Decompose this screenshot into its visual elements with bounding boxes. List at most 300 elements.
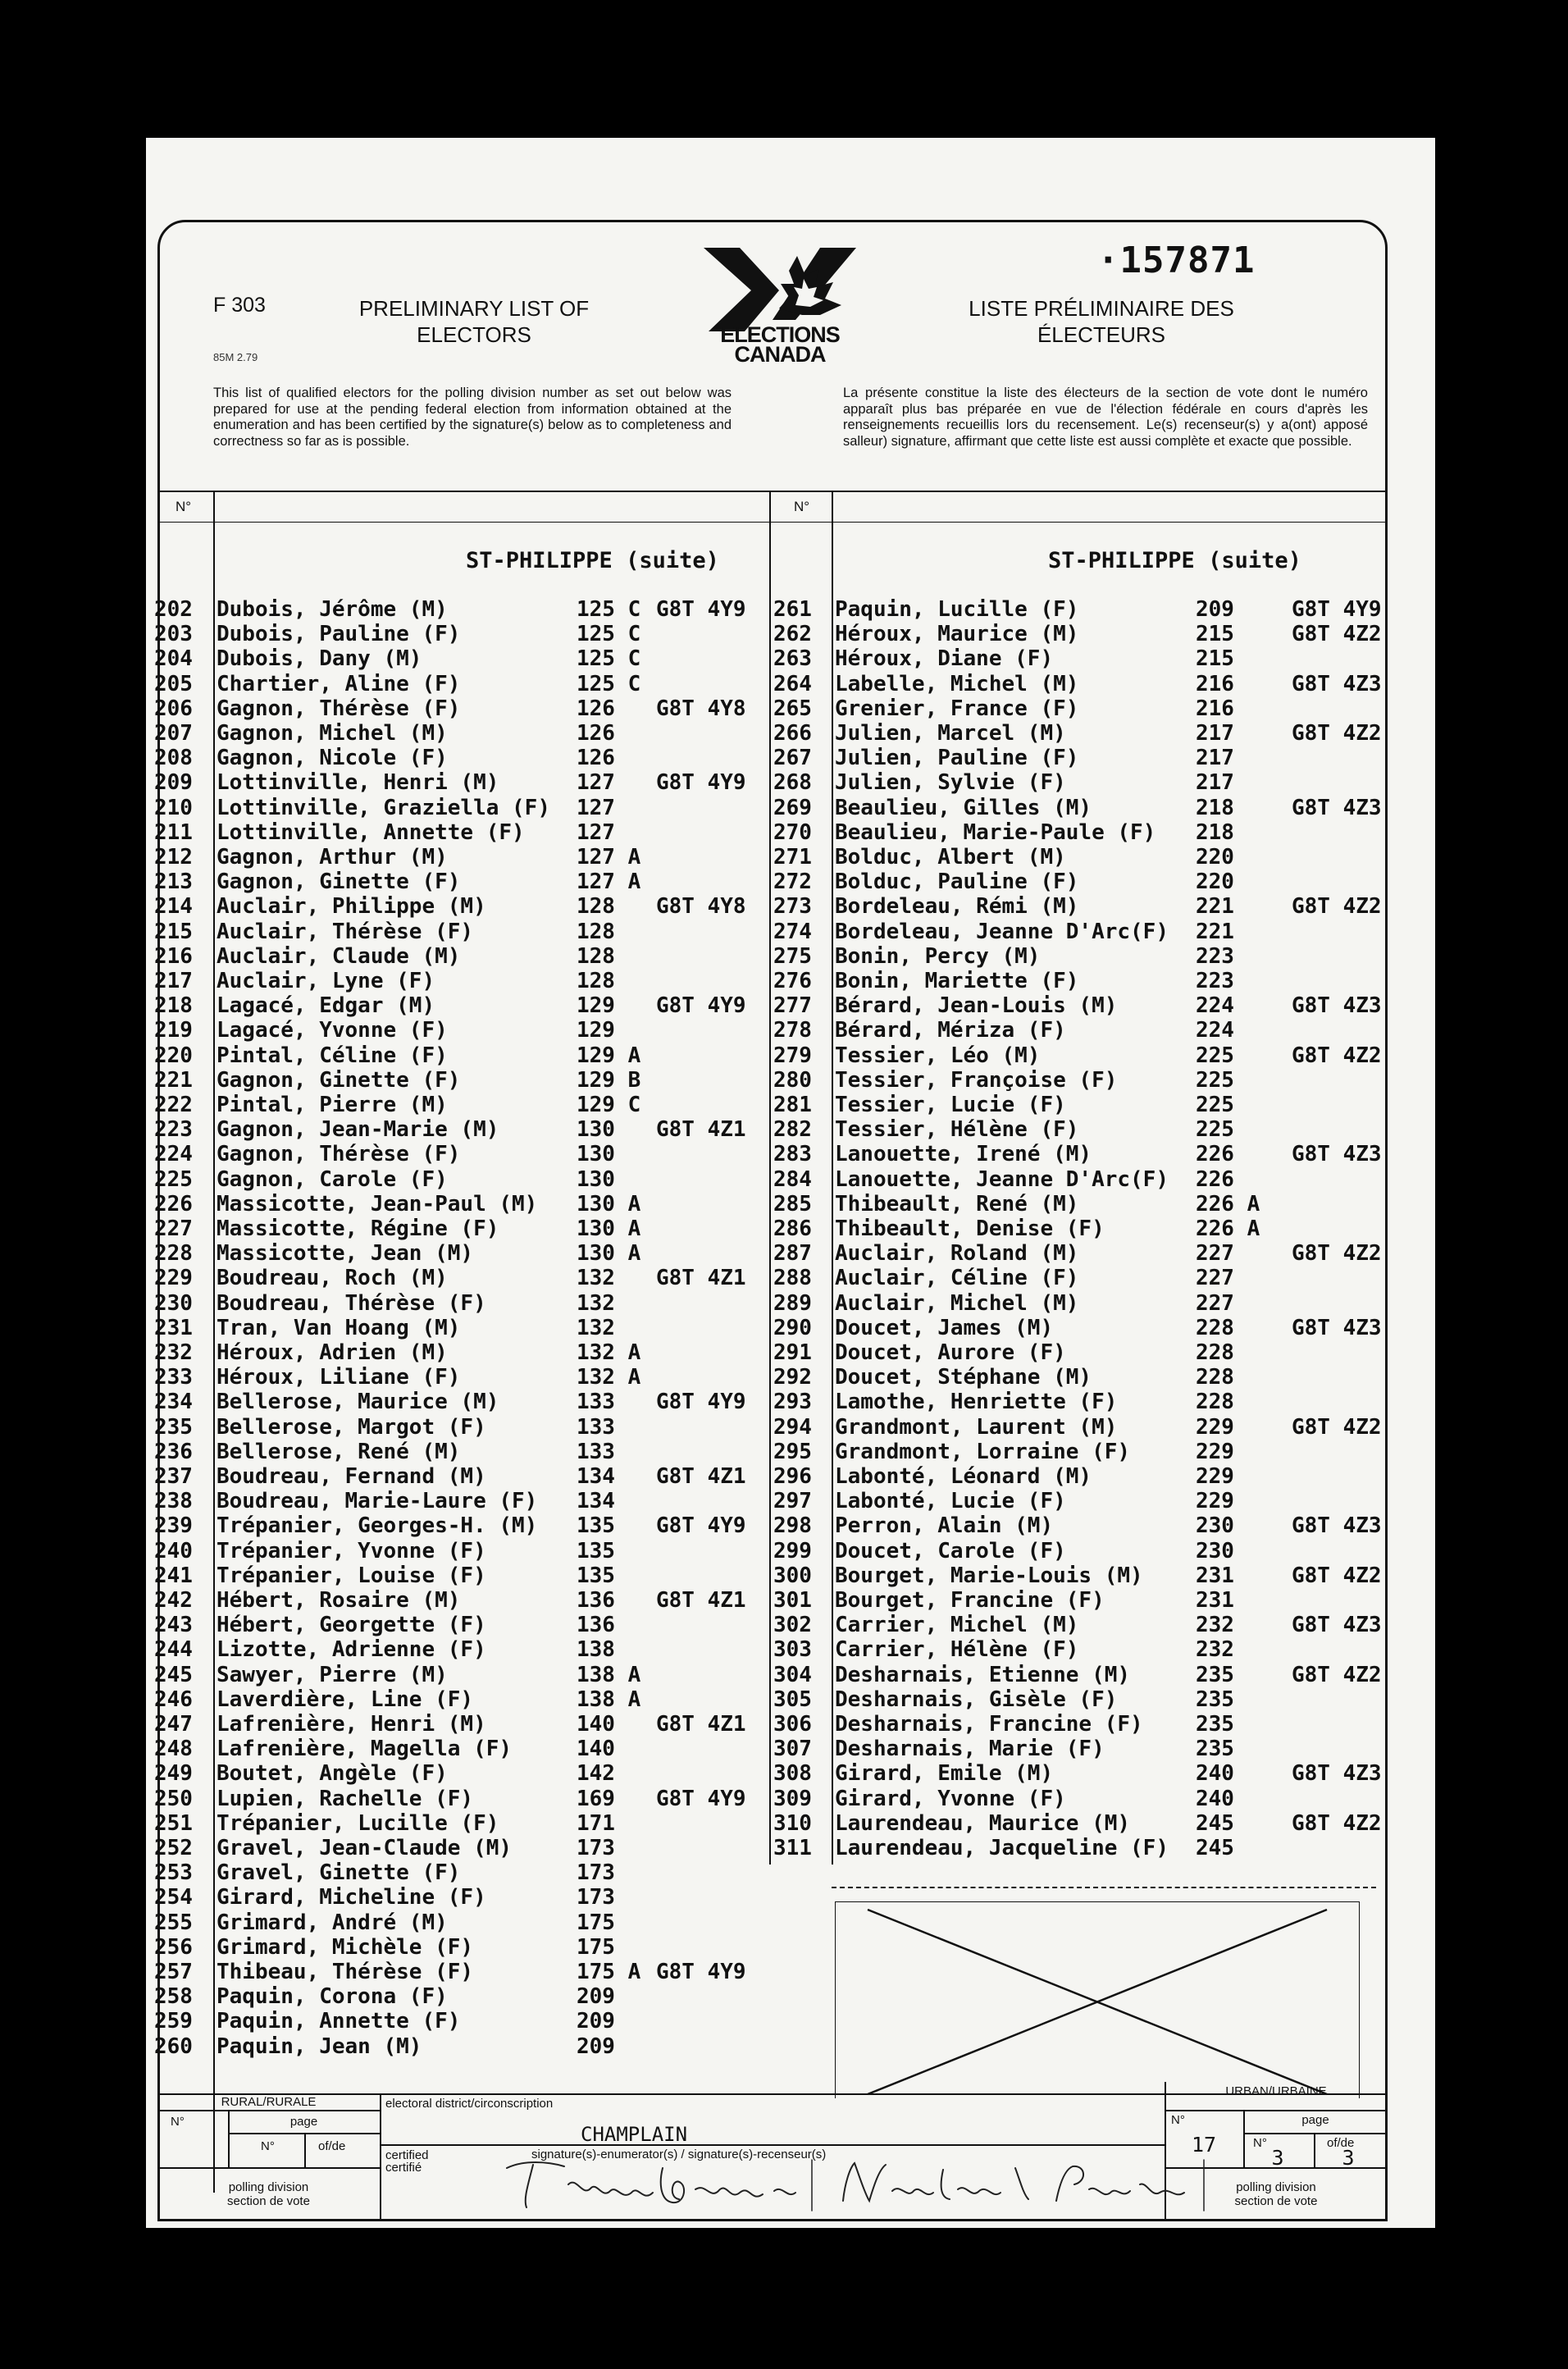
elector-number: 292 (773, 1365, 812, 1390)
elector-number: 307 (773, 1737, 812, 1761)
elector-address: 226 A (1196, 1192, 1260, 1216)
elector-number: 261 (773, 597, 812, 622)
elector-number: 268 (773, 770, 812, 795)
intro-french: La présente constitue la liste des électeurs de la section de vote dont le numéro apparaît plus bas préparée en vue de l'élection fédérale en cours d'après les renseignements recueillis lors du recensement. Le(s) recenseur(s) y a(ont) apposé salleur) signature, affirmant que cette liste est aussi complète et exacte que possible. (843, 386, 1368, 449)
elector-name: Bolduc, Albert (M) (835, 845, 1066, 870)
elector-address: 217 (1196, 721, 1234, 746)
elector-name: Auclair, Thérèse (F) (217, 920, 474, 944)
elector-number: 240 (154, 1539, 193, 1563)
elector-name: Thibeault, René (M) (835, 1192, 1079, 1216)
elector-number: 293 (773, 1390, 812, 1414)
elector-postal-code: G8T 4Z2 (1292, 894, 1382, 919)
elector-number: 290 (773, 1316, 812, 1340)
rural-page-label: page (289, 2115, 318, 2129)
elector-address: 136 (577, 1613, 615, 1637)
elector-postal-code: G8T 4Z2 (1292, 1241, 1382, 1266)
elector-address: 231 (1196, 1588, 1234, 1613)
elector-address: 128 (577, 969, 615, 993)
elector-postal-code: G8T 4Z3 (1292, 993, 1382, 1018)
elector-number: 278 (773, 1018, 812, 1043)
elector-number: 260 (154, 2034, 193, 2059)
elector-number: 273 (773, 894, 812, 919)
elector-name: Massicotte, Jean (M) (217, 1241, 474, 1266)
elector-address: 218 (1196, 820, 1234, 845)
elector-number: 235 (154, 1415, 193, 1440)
elector-number: 269 (773, 796, 812, 820)
elector-name: Paquin, Lucille (F) (835, 597, 1079, 622)
elector-name: Boudreau, Fernand (M) (217, 1464, 486, 1489)
elector-name: Bolduc, Pauline (F) (835, 870, 1079, 894)
elector-address: 129 A (577, 1043, 641, 1068)
urban-page-no-label: N° (1253, 2136, 1267, 2150)
elector-address: 133 (577, 1415, 615, 1440)
elector-number: 238 (154, 1489, 193, 1513)
elector-address: 134 (577, 1464, 615, 1489)
enumerator-signatures (490, 2152, 1269, 2213)
elector-postal-code: G8T 4Z2 (1292, 1663, 1382, 1687)
elector-address: 129 (577, 1018, 615, 1043)
elector-number: 225 (154, 1167, 193, 1192)
elector-name: Julien, Marcel (M) (835, 721, 1066, 746)
elector-name: Auclair, Céline (F) (835, 1266, 1079, 1290)
elector-number: 276 (773, 969, 812, 993)
elector-name: Dubois, Pauline (F) (217, 622, 461, 646)
elector-name: Trépanier, Georges-H. (M) (217, 1513, 538, 1538)
elector-number: 263 (773, 646, 812, 671)
elector-postal-code: G8T 4Z2 (1292, 1415, 1382, 1440)
elector-name: Lanouette, Irené (M) (835, 1142, 1092, 1166)
elector-name: Dubois, Dany (M) (217, 646, 422, 671)
elector-address: 173 (577, 1885, 615, 1910)
elector-name: Auclair, Claude (M) (217, 944, 461, 969)
elector-address: 217 (1196, 746, 1234, 770)
rural-no-label: N° (171, 2115, 185, 2129)
elector-address: 228 (1196, 1316, 1234, 1340)
elector-name: Héroux, Maurice (M) (835, 622, 1079, 646)
left-number-column-rule (213, 491, 215, 2193)
elector-address: 220 (1196, 870, 1234, 894)
elector-address: 128 (577, 894, 615, 919)
elector-address: 135 (577, 1563, 615, 1588)
elector-address: 134 (577, 1489, 615, 1513)
elector-number: 277 (773, 993, 812, 1018)
elector-postal-code: G8T 4Z2 (1292, 1043, 1382, 1068)
elector-name: Héroux, Adrien (M) (217, 1340, 448, 1365)
elector-address: 226 (1196, 1142, 1234, 1166)
elector-number: 214 (154, 894, 193, 919)
elector-name: Bellerose, Maurice (M) (217, 1390, 499, 1414)
elector-number: 245 (154, 1663, 193, 1687)
elector-number: 232 (154, 1340, 193, 1365)
table-top-rule (157, 491, 1388, 492)
left-number-header: N° (175, 499, 192, 514)
elector-address: 175 (577, 1910, 615, 1935)
elector-number: 304 (773, 1663, 812, 1687)
elector-postal-code: G8T 4Y9 (656, 1390, 746, 1414)
elector-address: 138 A (577, 1663, 641, 1687)
elector-name: Gagnon, Jean-Marie (M) (217, 1117, 499, 1142)
elector-address: 129 (577, 993, 615, 1018)
elector-number: 221 (154, 1068, 193, 1093)
elector-address: 127 A (577, 870, 641, 894)
urban-page-total: 3 (1342, 2146, 1355, 2170)
elector-address: 229 (1196, 1464, 1234, 1489)
elector-postal-code: G8T 4Y9 (656, 1513, 746, 1538)
elector-address: 132 A (577, 1340, 641, 1365)
elector-name: Bellerose, René (M) (217, 1440, 461, 1464)
elector-number: 246 (154, 1687, 193, 1712)
elector-name: Auclair, Philippe (M) (217, 894, 486, 919)
footer-rural-rule (380, 2093, 381, 2221)
elector-name: Massicotte, Régine (F) (217, 1216, 499, 1241)
elector-address: 136 (577, 1588, 615, 1613)
end-of-list-rule (832, 1887, 1376, 1888)
elector-number: 283 (773, 1142, 812, 1166)
rural-polling-line2: section de vote (227, 2194, 310, 2208)
elector-number: 218 (154, 993, 193, 1018)
elector-address: 220 (1196, 845, 1234, 870)
elector-postal-code: G8T 4Z3 (1292, 1513, 1382, 1538)
elector-name: Tran, Van Hoang (M) (217, 1316, 461, 1340)
elector-address: 130 A (577, 1216, 641, 1241)
elector-postal-code: G8T 4Z3 (1292, 1316, 1382, 1340)
elector-address: 142 (577, 1761, 615, 1786)
elector-name: Perron, Alain (M) (835, 1513, 1054, 1538)
urban-polling-line2: section de vote (1234, 2194, 1318, 2208)
elector-name: Trépanier, Yvonne (F) (217, 1539, 486, 1563)
elector-number: 281 (773, 1093, 812, 1117)
elector-number: 291 (773, 1340, 812, 1365)
urban-polling-division-label (1165, 2180, 1388, 2208)
elector-name: Tessier, Françoise (F) (835, 1068, 1118, 1093)
elector-number: 222 (154, 1093, 193, 1117)
elector-name: Laurendeau, Jacqueline (F) (835, 1836, 1169, 1860)
elector-name: Julien, Sylvie (F) (835, 770, 1066, 795)
elector-postal-code: G8T 4Y9 (656, 770, 746, 795)
elector-number: 280 (773, 1068, 812, 1093)
elector-name: Hébert, Georgette (F) (217, 1613, 486, 1637)
title-french-line1: LISTE PRÉLIMINAIRE DES (969, 296, 1234, 321)
intro-english: This list of qualified electors for the polling division number as set out below was prepared for use at the pending federal election from information obtained at the enumeration and has been certified by the signature(s) below as to completeness and correctness so far as is possible. (213, 386, 732, 449)
elector-postal-code: G8T 4Z1 (656, 1464, 746, 1489)
elector-name: Lupien, Rachelle (F) (217, 1787, 474, 1811)
elector-name: Massicotte, Jean-Paul (M) (217, 1192, 538, 1216)
elector-postal-code: G8T 4Z1 (656, 1712, 746, 1737)
elector-number: 223 (154, 1117, 193, 1142)
elector-address: 229 (1196, 1489, 1234, 1513)
elector-address: 216 (1196, 696, 1234, 721)
elector-name: Gagnon, Thérèse (F) (217, 1142, 461, 1166)
elector-name: Gagnon, Carole (F) (217, 1167, 448, 1192)
elector-name: Paquin, Annette (F) (217, 2009, 461, 2034)
elector-name: Labonté, Lucie (F) (835, 1489, 1066, 1513)
elector-name: Doucet, Carole (F) (835, 1539, 1066, 1563)
elector-name: Auclair, Michel (M) (835, 1291, 1079, 1316)
urban-polling-number: 17 (1191, 2133, 1217, 2157)
elector-name: Tessier, Hélène (F) (835, 1117, 1079, 1142)
elector-number: 259 (154, 2009, 193, 2034)
elector-address: 138 A (577, 1687, 641, 1712)
elector-postal-code: G8T 4Z3 (1292, 1142, 1382, 1166)
form-print-code: 85M 2.79 (213, 351, 258, 363)
elector-name: Auclair, Roland (M) (835, 1241, 1079, 1266)
elector-name: Lafrenière, Magella (F) (217, 1737, 513, 1761)
elector-number: 220 (154, 1043, 193, 1068)
elector-name: Carrier, Michel (M) (835, 1613, 1079, 1637)
elector-name: Gagnon, Michel (M) (217, 721, 448, 746)
elector-address: 215 (1196, 622, 1234, 646)
elector-number: 230 (154, 1291, 193, 1316)
elector-address: 173 (577, 1836, 615, 1860)
elector-address: 126 (577, 696, 615, 721)
elector-postal-code: G8T 4Z1 (656, 1117, 746, 1142)
elector-number: 210 (154, 796, 193, 820)
elector-postal-code: G8T 4Z1 (656, 1588, 746, 1613)
elector-address: 235 (1196, 1712, 1234, 1737)
elector-number: 236 (154, 1440, 193, 1464)
right-section-title: ST-PHILIPPE (suite) (1048, 548, 1301, 573)
certified-label (385, 2149, 429, 2174)
urban-no-label: N° (1171, 2113, 1185, 2127)
elector-address: 129 C (577, 1093, 641, 1117)
elector-address: 245 (1196, 1836, 1234, 1860)
elector-name: Trépanier, Lucille (F) (217, 1811, 499, 1836)
title-french-line2: ÉLECTEURS (1037, 322, 1166, 347)
elector-address: 132 (577, 1316, 615, 1340)
elector-number: 311 (773, 1836, 812, 1860)
elector-number: 233 (154, 1365, 193, 1390)
elector-number: 247 (154, 1712, 193, 1737)
elector-address: 235 (1196, 1663, 1234, 1687)
elector-name: Gagnon, Arthur (M) (217, 845, 448, 870)
district-value: CHAMPLAIN (581, 2123, 688, 2146)
title-french (921, 295, 1282, 348)
elector-address: 209 (577, 2034, 615, 2059)
elector-name: Girard, Emile (M) (835, 1761, 1054, 1786)
elector-number: 242 (154, 1588, 193, 1613)
elector-postal-code: G8T 4Z3 (1292, 1761, 1382, 1786)
elector-name: Lagacé, Edgar (M) (217, 993, 435, 1018)
elector-number: 203 (154, 622, 193, 646)
electors-list-sheet (146, 138, 1435, 2228)
elector-number: 299 (773, 1539, 812, 1563)
elector-name: Hébert, Rosaire (M) (217, 1588, 461, 1613)
elector-address: 229 (1196, 1415, 1234, 1440)
elector-name: Desharnais, Etienne (M) (835, 1663, 1131, 1687)
elector-name: Grenier, France (F) (835, 696, 1079, 721)
elector-name: Tessier, Lucie (F) (835, 1093, 1066, 1117)
elector-number: 297 (773, 1489, 812, 1513)
elector-postal-code: G8T 4Z3 (1292, 796, 1382, 820)
elector-address: 132 (577, 1266, 615, 1290)
elector-address: 223 (1196, 944, 1234, 969)
elector-name: Lanouette, Jeanne D'Arc(F) (835, 1167, 1169, 1192)
rural-of-rule (304, 2133, 306, 2167)
elector-name: Héroux, Liliane (F) (217, 1365, 461, 1390)
elector-name: Doucet, James (M) (835, 1316, 1054, 1340)
elector-address: 125 C (577, 597, 641, 622)
elector-address: 140 (577, 1712, 615, 1737)
elector-address: 224 (1196, 993, 1234, 1018)
elector-name: Desharnais, Francine (F) (835, 1712, 1143, 1737)
logo-text-line2: CANADA (734, 342, 826, 367)
elector-postal-code: G8T 4Z2 (1292, 1811, 1382, 1836)
elector-name: Gagnon, Ginette (F) (217, 870, 461, 894)
elector-number: 306 (773, 1712, 812, 1737)
elector-address: 209 (1196, 597, 1234, 622)
elector-number: 264 (773, 672, 812, 696)
elector-address: 126 (577, 721, 615, 746)
cancelled-space-x-mark (835, 1901, 1360, 2098)
elector-address: 229 (1196, 1440, 1234, 1464)
elector-number: 253 (154, 1860, 193, 1885)
elector-address: 218 (1196, 796, 1234, 820)
elector-name: Grandmont, Laurent (M) (835, 1415, 1118, 1440)
elector-address: 225 (1196, 1117, 1234, 1142)
elector-name: Boudreau, Roch (M) (217, 1266, 448, 1290)
rural-polling-division-label (157, 2180, 380, 2208)
elector-address: 221 (1196, 920, 1234, 944)
elector-number: 237 (154, 1464, 193, 1489)
elector-address: 209 (577, 2009, 615, 2034)
elector-address: 230 (1196, 1513, 1234, 1538)
elector-number: 288 (773, 1266, 812, 1290)
elector-address: 225 (1196, 1043, 1234, 1068)
elector-address: 216 (1196, 672, 1234, 696)
urban-page-label: page (1301, 2113, 1329, 2127)
elector-number: 219 (154, 1018, 193, 1043)
elector-name: Grimard, André (M) (217, 1910, 448, 1935)
elector-address: 175 A (577, 1960, 641, 1984)
elector-number: 266 (773, 721, 812, 746)
elector-postal-code: G8T 4Y8 (656, 696, 746, 721)
district-label: electoral district/circonscription (385, 2097, 554, 2111)
elector-address: 240 (1196, 1761, 1234, 1786)
elector-number: 243 (154, 1613, 193, 1637)
elector-address: 140 (577, 1737, 615, 1761)
elector-number: 249 (154, 1761, 193, 1786)
elector-postal-code: G8T 4Z2 (1292, 622, 1382, 646)
elector-number: 303 (773, 1637, 812, 1662)
rural-page-no-label: N° (261, 2139, 275, 2153)
rural-label-rule (157, 2110, 380, 2111)
elector-name: Boutet, Angèle (F) (217, 1761, 448, 1786)
elector-name: Dubois, Jérôme (M) (217, 597, 448, 622)
elector-number: 255 (154, 1910, 193, 1935)
elector-name: Bordeleau, Rémi (M) (835, 894, 1079, 919)
elector-number: 301 (773, 1588, 812, 1613)
elector-name: Carrier, Hélène (F) (835, 1637, 1079, 1662)
rural-polling-line1: polling division (228, 2180, 309, 2194)
elector-number: 279 (773, 1043, 812, 1068)
elector-postal-code: G8T 4Z3 (1292, 672, 1382, 696)
elector-address: 225 (1196, 1068, 1234, 1093)
elector-name: Chartier, Aline (F) (217, 672, 461, 696)
elector-postal-code: G8T 4Y9 (656, 1787, 746, 1811)
elector-name: Girard, Micheline (F) (217, 1885, 486, 1910)
elector-address: 135 (577, 1513, 615, 1538)
elector-number: 212 (154, 845, 193, 870)
elector-address: 127 (577, 770, 615, 795)
elector-name: Laurendeau, Maurice (M) (835, 1811, 1131, 1836)
elector-name: Beaulieu, Gilles (M) (835, 796, 1092, 820)
elector-number: 284 (773, 1167, 812, 1192)
rural-page-of-label: of/de (318, 2139, 346, 2153)
elector-number: 282 (773, 1117, 812, 1142)
elector-number: 227 (154, 1216, 193, 1241)
elector-name: Bonin, Mariette (F) (835, 969, 1079, 993)
elector-number: 300 (773, 1563, 812, 1588)
elector-postal-code: G8T 4Z2 (1292, 1563, 1382, 1588)
elector-number: 286 (773, 1216, 812, 1241)
elector-address: 227 (1196, 1266, 1234, 1290)
elector-address: 125 C (577, 622, 641, 646)
urban-label: URBAN/URBAINE (1225, 2084, 1327, 2098)
elector-address: 133 (577, 1390, 615, 1414)
elector-address: 130 (577, 1142, 615, 1166)
elector-number: 207 (154, 721, 193, 746)
elector-name: Pintal, Céline (F) (217, 1043, 448, 1068)
elector-address: 215 (1196, 646, 1234, 671)
elector-name: Boudreau, Thérèse (F) (217, 1291, 486, 1316)
elector-name: Trépanier, Louise (F) (217, 1563, 486, 1588)
elector-name: Desharnais, Gisèle (F) (835, 1687, 1118, 1712)
elector-name: Lafrenière, Henri (M) (217, 1712, 486, 1737)
elector-number: 294 (773, 1415, 812, 1440)
elector-number: 229 (154, 1266, 193, 1290)
elector-number: 275 (773, 944, 812, 969)
elector-postal-code: G8T 4Z3 (1292, 1613, 1382, 1637)
elector-number: 228 (154, 1241, 193, 1266)
elector-address: 135 (577, 1539, 615, 1563)
certified-line1: certified (385, 2148, 429, 2162)
elector-number: 226 (154, 1192, 193, 1216)
elector-name: Gagnon, Nicole (F) (217, 746, 448, 770)
elector-number: 241 (154, 1563, 193, 1588)
elector-number: 285 (773, 1192, 812, 1216)
elector-address: 232 (1196, 1637, 1234, 1662)
elector-number: 209 (154, 770, 193, 795)
elector-address: 232 (1196, 1613, 1234, 1637)
elector-name: Gravel, Jean-Claude (M) (217, 1836, 513, 1860)
elector-address: 130 A (577, 1241, 641, 1266)
elector-name: Paquin, Jean (M) (217, 2034, 422, 2059)
urban-polling-line1: polling division (1236, 2180, 1316, 2194)
right-number-header: N° (794, 499, 810, 514)
elector-name: Lottinville, Annette (F) (217, 820, 525, 845)
urban-page-rule (1243, 2133, 1388, 2134)
elector-address: 226 A (1196, 1216, 1260, 1241)
elector-number: 265 (773, 696, 812, 721)
elector-number: 211 (154, 820, 193, 845)
elector-number: 251 (154, 1811, 193, 1836)
elector-address: 169 (577, 1787, 615, 1811)
elector-address: 209 (577, 1984, 615, 2009)
elector-number: 250 (154, 1787, 193, 1811)
urban-page-of-label: of/de (1327, 2136, 1355, 2150)
elector-address: 130 (577, 1167, 615, 1192)
elector-name: Labonté, Léonard (M) (835, 1464, 1092, 1489)
elector-name: Bellerose, Margot (F) (217, 1415, 486, 1440)
elector-address: 125 C (577, 672, 641, 696)
logo-text (694, 322, 866, 367)
elector-address: 173 (577, 1860, 615, 1885)
elector-name: Lizotte, Adrienne (F) (217, 1637, 486, 1662)
elector-address: 221 (1196, 894, 1234, 919)
title-english-line2: ELECTORS (417, 322, 531, 347)
elector-number: 205 (154, 672, 193, 696)
elector-number: 308 (773, 1761, 812, 1786)
